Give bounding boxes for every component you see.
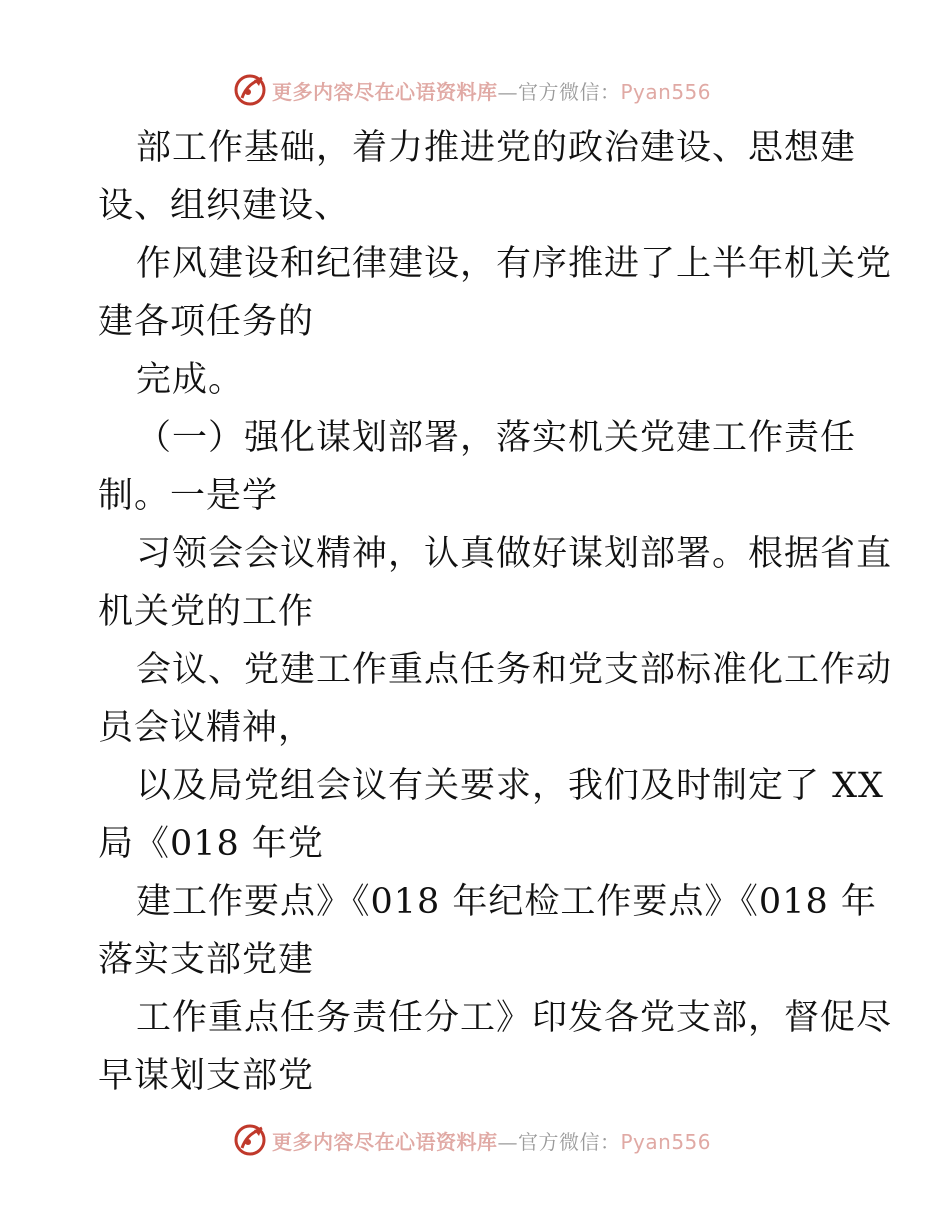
header-separator: —: [497, 79, 518, 104]
header-site-text: 更多内容尽在心语资料库: [272, 79, 498, 104]
body-line: 会议、党建工作重点任务和党支部标准化工作动: [136, 650, 893, 690]
body-line: 作风建设和纪律建设，有序推进了上半年机关党: [136, 244, 893, 284]
header-wechat-id: Pyan556: [620, 79, 712, 104]
body-line: 落实支部党建: [98, 940, 315, 980]
logo-icon: [232, 1122, 268, 1158]
body-line: 工作重点任务责任分工》印发各党支部，督促尽: [136, 998, 893, 1038]
body-line: 员会议精神，: [98, 708, 315, 748]
body-line: 设、组织建设、: [98, 186, 351, 226]
footer-watermark: [232, 1120, 712, 1160]
body-line: （一）强化谋划部署，落实机关党建工作责任: [136, 418, 857, 458]
footer-site-text: 更多内容尽在心语资料库: [272, 1129, 498, 1154]
logo-icon: [232, 72, 268, 108]
body-line: 完成。: [136, 360, 245, 400]
body-line: 部工作基础，着力推进党的政治建设、思想建: [136, 128, 857, 168]
footer-separator: —: [497, 1129, 518, 1154]
header-banner-text: [272, 76, 711, 105]
body-line: 机关党的工作: [98, 592, 315, 632]
header-wechat-label: 官方微信：: [518, 79, 621, 104]
body-line: 以及局党组会议有关要求，我们及时制定了 XX: [136, 766, 884, 806]
body-line: 建工作要点》《018 年纪检工作要点》《018 年: [136, 882, 877, 922]
body-line: 习领会会议精神，认真做好谋划部署。根据省直: [136, 534, 893, 574]
footer-banner-text: [272, 1126, 711, 1155]
body-line: 制。一是学: [98, 476, 279, 516]
body-line: 早谋划支部党: [98, 1056, 315, 1096]
footer-wechat-id: Pyan556: [620, 1129, 712, 1154]
body-line: 建各项任务的: [98, 302, 315, 342]
body-line: 局《018 年党: [98, 824, 324, 864]
header-watermark: [232, 70, 712, 110]
footer-wechat-label: 官方微信：: [518, 1129, 621, 1154]
